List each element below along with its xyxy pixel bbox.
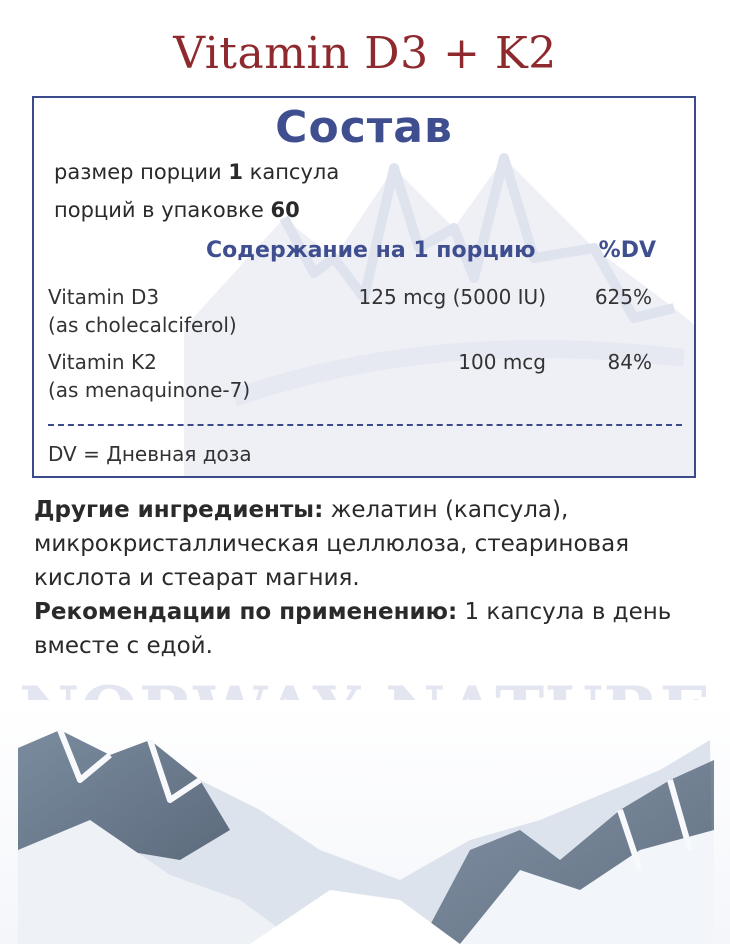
nutrient-dv: 84% — [607, 350, 652, 374]
amount-column-header: Содержание на 1 порцию — [206, 238, 536, 263]
nutrient-dv: 625% — [594, 285, 652, 309]
mountain-landscape — [0, 700, 730, 944]
nutrient-source: (as menaquinone-7) — [48, 378, 251, 402]
servings-label: порций в упаковке — [54, 198, 264, 222]
serving-size-unit: капсула — [249, 160, 340, 184]
servings-per-container — [54, 198, 300, 222]
other-ingredients-text: желатин (капсула), микрокристаллическая целлюлоза, стеариновая кислота и стеарат магния. — [34, 497, 630, 591]
product-title: Vitamin D3 + K2 — [173, 28, 557, 79]
servings-value: 60 — [270, 198, 300, 222]
divider — [48, 424, 682, 426]
dv-column-header: %DV — [598, 238, 656, 263]
serving-size-label: размер порции — [54, 160, 222, 184]
composition-panel — [32, 96, 696, 478]
serving-size — [54, 160, 339, 184]
nutrient-amount: 100 mcg — [458, 350, 546, 374]
usage-text: 1 капсула в день вместе с едой. — [34, 599, 672, 659]
nutrient-name: Vitamin D3 — [48, 285, 160, 309]
other-ingredients-label: Другие ингредиенты: — [34, 497, 324, 523]
nutrient-name: Vitamin K2 — [48, 350, 157, 374]
serving-size-value: 1 — [228, 160, 243, 184]
nutrient-amount: 125 mcg (5000 IU) — [358, 285, 546, 309]
composition-heading: Состав — [275, 102, 453, 153]
other-ingredients — [34, 493, 704, 595]
usage-label: Рекомендации по применению: — [34, 599, 458, 625]
dv-footnote: DV = Дневная доза — [48, 442, 252, 466]
nutrient-source: (as cholecalciferol) — [48, 313, 237, 337]
usage-recommendation — [34, 595, 704, 663]
ingredients-and-usage — [34, 493, 704, 663]
